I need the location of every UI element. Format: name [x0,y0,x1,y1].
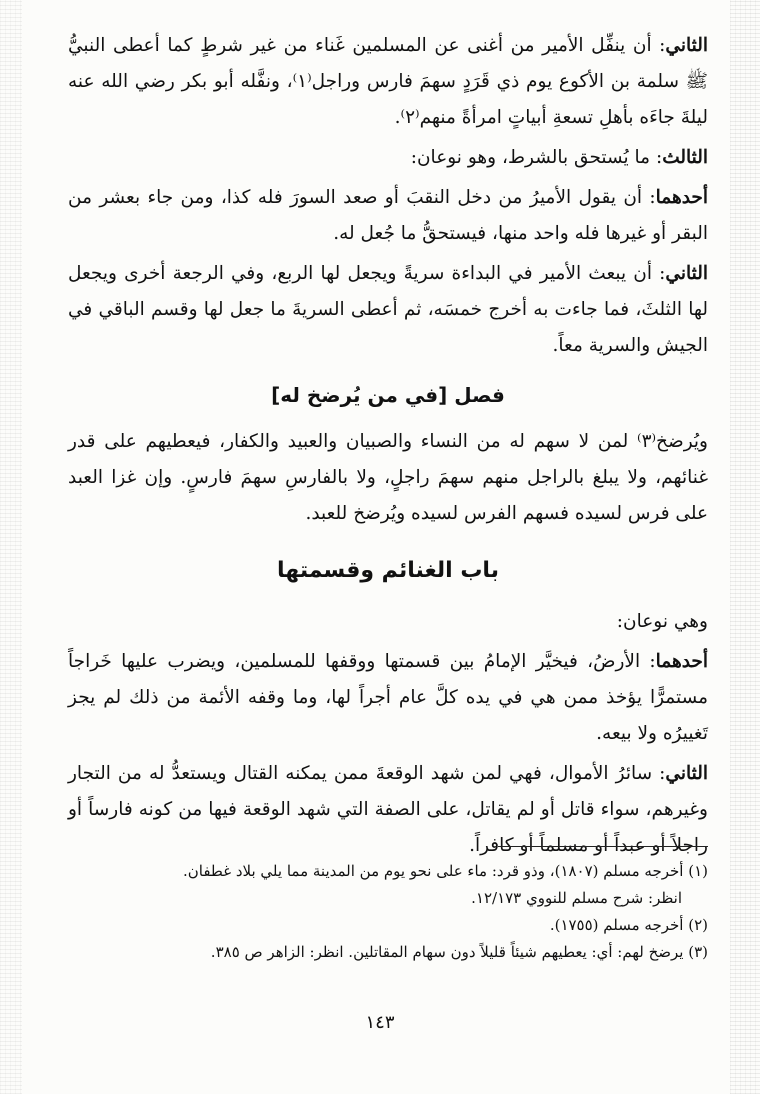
paragraph-text: وهي نوعان: [616,611,708,632]
paragraph-lead: أحدهما [655,187,708,208]
paragraph-text: : سائرُ الأموال، فهي لمن شهد الوقعةَ ممن يمكنه القتال ويستعدُّ له من التجار وغيرهم، سواء قاتل أو لم يقاتل، على الصفة التي شهد الوقعة فيها من كونه فارساً أو راجلاً أو عبداً أو مسلماً أو كافراً. [68,763,708,856]
paragraph-two-types [68,604,708,640]
paragraph-text: : أن ينفِّل الأمير من أغنى عن المسلمين غَناء من غير شرطٍ كما أعطى النبيُّ ﷺ سلمة بن الأكوع يوم ذي قَرَدٍ سهمَ فارس وراجل⁽١⁾، ونفَّله أبو بكر رضي الله عنه ليلةَ جاءَه بأهلِ تسعةِ أبياتٍ امرأةً منهم⁽٢⁾. [68,35,709,128]
footnote-1: (١) أخرجه مسلم (١٨٠٧)، وذو قرد: ماء على نحو يوم من المدينة مما يلي بلاد غطفان. [182,862,708,880]
paragraph-radkh [68,424,708,532]
scan-edge-right [730,0,760,1094]
footnote-1-continuation: انظر: شرح مسلم للنووي ١٢/١٧٣. [471,889,682,907]
footnote-2: (٢) أخرجه مسلم (١٧٥٥). [549,916,708,934]
paragraph-other-wealth [68,756,708,864]
scan-edge-left [0,0,22,1094]
paragraph-first-condition [68,180,708,252]
chapter-heading: باب الغنائم وقسمتها [277,558,499,583]
footnotes [68,858,708,966]
paragraph-third-type [68,140,708,176]
paragraph-lead: الثاني [665,263,708,284]
paragraph-second-grant [68,28,708,136]
paragraph-text: : أن يبعث الأمير في البداءة سريةً ويجعل لها الربع، وفي الرجعة أخرى ويجعل لها الثلثَ، فما جاءت به أخرج خمسَه، ثم أعطى السريةَ ما جعل لها وقسم الباقي في الجيش والسرية معاً. [68,263,708,356]
paragraph-lead: أحدهما [655,651,708,672]
paragraph-text: : الأرضُ، فيخيَّر الإمامُ بين قسمتها ووقفها للمسلمين، ويضرب عليها خَراجاً مستمرًّا يؤخذ ممن هي في يده كلَّ عام أجراً لها، وما وقفه الأئمة من ذلك لم يجز تَغييرُه ولا بيعه. [68,651,708,744]
paragraph-text: : أن يقول الأميرُ من دخل النقبَ أو صعد السورَ فله كذا، ومن جاء بعشر من البقر أو غيرها فله واحد منها، فيستحقُّ ما جُعل له. [68,187,708,244]
paragraph-lead: الثاني [665,35,708,56]
paragraph-land [68,644,708,752]
paragraph-text: : ما يُستحق بالشرط، وهو نوعان: [410,147,663,168]
paragraph-text: ويُرضخ⁽٣⁾ لمن لا سهم له من النساء والصبيان والعبيد والكفار، فيعطيهم على قدر غنائهم، ولا يبلغ بالراجل منهم سهمَ راجلٍ، ولا بالفارسِ سهمَ فارسٍ. وإن غزا العبد على فرس لسيده فسهم الفرس لسيده ويُرضخ للعبد. [68,431,708,524]
footnote-3: (٣) يرضخ لهم: أي: يعطيهم شيئاً قليلاً دون سهام المقاتلين. انظر: الزاهر ص ٣٨٥. [210,943,708,961]
paragraph-lead: الثاني [665,763,708,784]
page-body [68,28,708,868]
section-heading: فصل [في من يُرضخ له] [271,383,505,407]
paragraph-lead: الثالث [662,147,708,168]
paragraph-second-condition [68,256,708,364]
page-number: ١٤٣ [365,1012,395,1033]
footnote-divider [498,846,708,847]
